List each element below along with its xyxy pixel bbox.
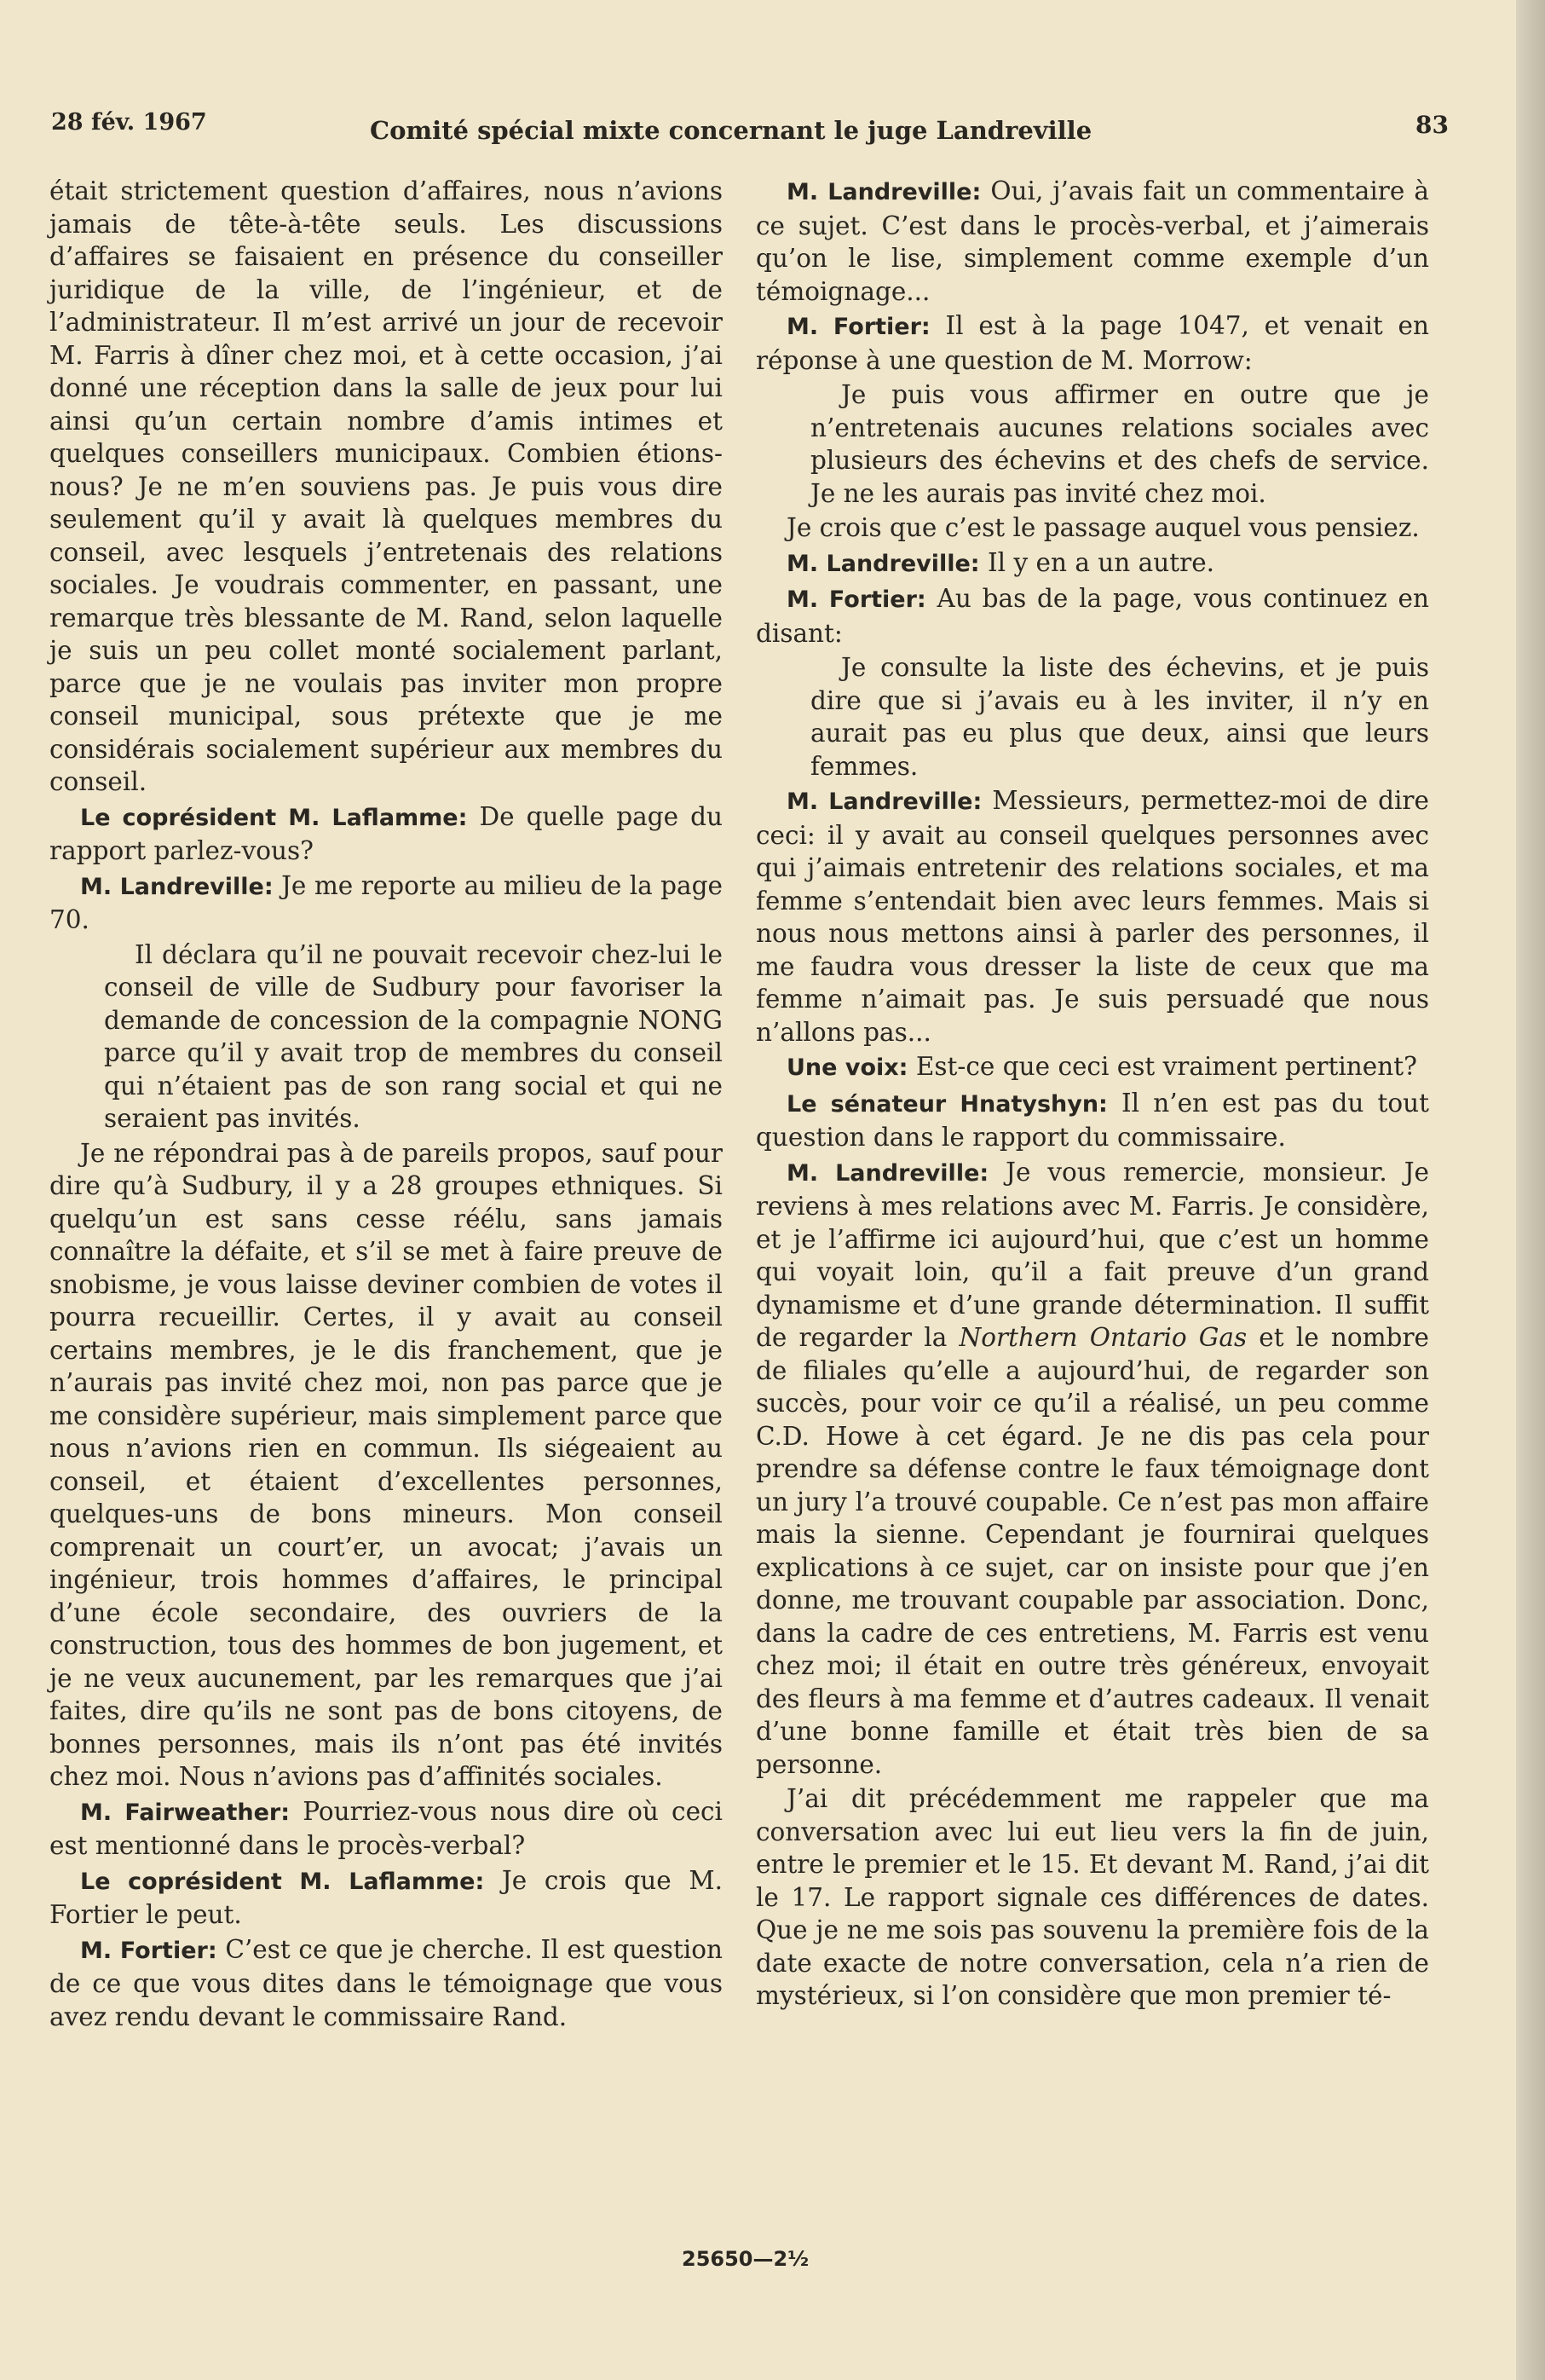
paragraph-text: Il y en a un autre. <box>988 547 1215 577</box>
paragraph-text: Est-ce que ceci est vraiment pertinent? <box>915 1052 1417 1081</box>
speaker-paragraph <box>756 175 1429 308</box>
speaker-name: M. Fortier: <box>787 586 926 613</box>
running-head <box>51 101 1449 152</box>
paragraph-text: était strictement question d’affaires, nous n’avions jamais de tête-à-tête seuls. Les discussions d’affaires se faisaient en présence du conseiller juridique de la ville, de l’ingénieur, et de l’administrateur. Il m’est arrivé un jour de recevoir M. Farris à dîner chez moi, et à cette occasion, j’ai donné une réception dans la salle de jeux pour lui ainsi qu’un certain nombre d’amis intimes et quelques conseillers municipaux. Combien étions-nous? Je ne m’en souviens pas. Je puis vous dire seulement qu’il y avait là quelques membres du conseil, avec lesquels j’entretenais des relations sociales. Je voudrais commenter, en passant, une remarque très blessante de M. Rand, selon laquelle je suis un peu collet monté socialement parlant, parce que je ne voulais pas inviter mon propre conseil municipal, sous prétexte que je me considérais socialement supérieur aux membres du conseil. <box>49 176 723 796</box>
italic-text: Northern Ontario Gas <box>959 1323 1248 1352</box>
paragraph <box>756 1782 1429 2013</box>
page-number: 83 <box>1415 111 1449 139</box>
paragraph-text: Oui, j’avais fait un commentaire à ce sujet. C’est dans le procès-verbal, et j’aimerais qu’on le lise, simplement comme exemple d’un témoignage... <box>756 176 1429 306</box>
speaker-paragraph <box>756 1050 1429 1085</box>
speaker-paragraph <box>49 1933 723 2034</box>
quoted-passage <box>104 939 723 1135</box>
speaker-name: M. Landreville: <box>80 873 274 900</box>
paragraph-text: Je me reporte au milieu de la page 70. <box>49 870 723 934</box>
speaker-name: M. Landreville: <box>787 179 982 205</box>
page-edge <box>1516 0 1545 2380</box>
speaker-paragraph <box>49 800 723 868</box>
speaker-name: M. Fairweather: <box>80 1799 291 1826</box>
speaker-paragraph <box>49 1795 723 1863</box>
paragraph-text: Messieurs, permettez-moi de dire ceci: il y avait au conseil quelques personnes avec qui j’aimais entretenir des relations sociales, et ma femme s’entendait bien avec leurs femmes. Mais si nous nous mettons ainsi à parler des personnes, il me faudra vous dresser la liste de ceux que ma femme n’aimait pas. Je suis persuadé que nous n’allons pas... <box>756 786 1429 1047</box>
speaker-name: Une voix: <box>787 1054 908 1081</box>
speaker-name: M. Landreville: <box>787 550 980 577</box>
speaker-name: M. Landreville: <box>787 1159 989 1187</box>
paragraph-text: Il n’en est pas du tout question dans le rapport du commissaire. <box>756 1088 1429 1152</box>
paragraph-text: Je consulte la liste des échevins, et je puis dire que si j’avais eu à les inviter, il n’y en aurait pas eu plus que deux, ainsi que leurs femmes. <box>810 653 1429 781</box>
paragraph-text: Au bas de la page, vous continuez en disant: <box>756 584 1429 648</box>
paragraph-text: J’ai dit précédemment me rappeler que ma conversation avec lui eut lieu vers la fin de juin, entre le premier et le 15. Et devant M. Rand, j’ai dit le 17. Le rapport signale ces différences de dates. Que je ne me sois pas souvenu la première fois de la date exacte de notre conversation, cela n’a rien de mystérieux, si l’on considère que mon premier té- <box>756 1784 1429 2010</box>
paragraph-text: Je vous remercie, monsieur. Je reviens à mes relations avec M. Farris. Je considère, et je l’affirme ici aujourd’hui, que c’est un homme qui voyait loin, qu’il a fait preuve d’un grand dynamisme et d’une grande détermination. Il suffit de regarder la <box>756 1157 1429 1352</box>
speaker-name: Le sénateur Hnatyshyn: <box>787 1090 1108 1118</box>
paragraph <box>49 1137 723 1794</box>
paragraph-text: Il déclara qu’il ne pouvait recevoir chez-lui le conseil de ville de Sudbury pour favoriser la demande de concession de la compagnie NONG parce qu’il y avait trop de membres du conseil qui n’étaient pas de son rang social et qui ne seraient pas invités. <box>104 939 723 1133</box>
header-title: Comité spécial mixte concernant le juge Landreville <box>370 116 1092 145</box>
speaker-paragraph <box>756 582 1429 650</box>
paragraph-text-continued: et le nombre de filiales qu’elle a aujourd’hui, de regarder son succès, pour voir ce qu’il a réalisé, un peu comme C.D. Howe à cet égard. Je ne dis pas cela pour prendre sa défense contre le faux témoignage dont un jury l’a trouvé coupable. Ce n’est pas mon affaire mais la sienne. Cependant je fournirai quelques explications à ce sujet, car on insiste pour que j’en donne, me trouvant coupable par association. Donc, dans la cadre de ces entretiens, M. Farris est venu chez moi; il était en outre très généreux, envoyait des fleurs à ma femme et d’autres cadeaux. Il venait d’une bonne famille et était très bien de sa personne. <box>756 1323 1430 1779</box>
speaker-name: M. Landreville: <box>787 789 983 815</box>
speaker-paragraph <box>49 1864 723 1932</box>
speaker-name: M. Fortier: <box>787 314 931 340</box>
speaker-paragraph <box>756 1156 1429 1782</box>
speaker-paragraph <box>49 869 723 937</box>
speaker-paragraph <box>756 784 1429 1048</box>
speaker-paragraph <box>756 309 1429 377</box>
paragraph-text: Je crois que c’est le passage auquel vous pensiez. <box>787 513 1420 542</box>
speaker-name: M. Fortier: <box>80 1937 217 1964</box>
paragraph-text: Je puis vous affirmer en outre que je n’entretenais aucunes relations sociales avec plusieurs des échevins et des chefs de service. Je ne les aurais pas invité chez moi. <box>810 380 1429 508</box>
paragraph-text: Je crois que M. Fortier le peut. <box>49 1865 723 1929</box>
speaker-name: Le coprésident M. Laflamme: <box>80 804 468 831</box>
footer-code: 25650—2½ <box>682 2247 810 2271</box>
paragraph-text: De quelle page du rapport parlez-vous? <box>49 801 723 865</box>
speaker-name: Le coprésident M. Laflamme: <box>80 1868 485 1895</box>
paragraph <box>756 511 1429 545</box>
speaker-paragraph <box>756 1087 1429 1154</box>
paragraph-text: Pourriez-vous nous dire où ceci est mentionné dans le procès-verbal? <box>49 1796 723 1860</box>
header-date: 28 fév. 1967 <box>51 109 207 136</box>
left-column <box>49 175 723 2035</box>
paragraph <box>49 175 723 799</box>
paragraph-text: C’est ce que je cherche. Il est question de ce que vous dites dans le témoignage que vous avez rendu devant le commissaire Rand. <box>49 1934 723 2031</box>
quoted-passage <box>810 651 1429 783</box>
paragraph-text: Je ne répondrai pas à de pareils propos, sauf pour dire qu’à Sudbury, il y a 28 groupes ethniques. Si quelqu’un est sans cesse réélu, sans jamais connaître la défaite, et s’il se met à faire preuve de snobisme, je vous laisse deviner combien de votes il pourra recueillir. Certes, il y avait au conseil certains membres, je le dis franchement, que je n’aurais pas invité chez moi, non pas parce que je me considère supérieur, mais simplement parce que nous n’avions rien en commun. Ils siégeaient au conseil, et étaient d’excellentes personnes, quelques-uns de bons mineurs. Mon conseil comprenait un court’er, un avocat; j’avais un ingénieur, trois hommes d’affaires, le principal d’une école secondaire, des ouvriers de la construction, tous des hommes de bon jugement, et je ne veux aucunement, par les remarques que j’ai faites, dire qu’ils ne sont pas de bons citoyens, de bonnes personnes, mais ils n’ont pas été invités chez moi. Nous n’avions pas d’affinités sociales. <box>49 1138 723 1791</box>
paragraph-text: Il est à la page 1047, et venait en réponse à une question de M. Morrow: <box>756 311 1429 375</box>
speaker-paragraph <box>756 546 1429 581</box>
right-column <box>756 175 1429 2014</box>
quoted-passage <box>810 378 1429 510</box>
